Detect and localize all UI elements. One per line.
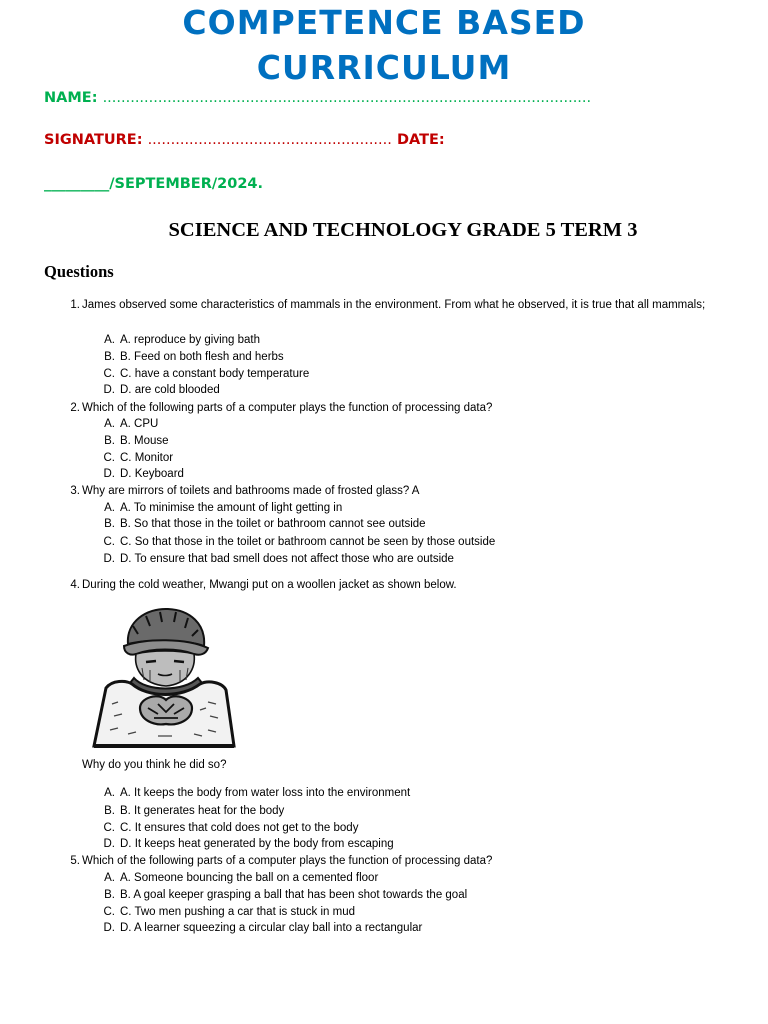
- option-letter: C.: [103, 452, 115, 464]
- option-text: C. have a constant body temperature: [120, 368, 310, 380]
- signature-blank: .....................................................: [147, 132, 392, 148]
- document-title: [0, 0, 768, 90]
- question-text: James observed some characteristics of mammals in the environment. From what he observed, it is true that all mammals;: [82, 299, 706, 311]
- option-text: A. Someone bouncing the ball on a cemented floor: [120, 872, 379, 884]
- name-label: NAME:: [44, 90, 98, 106]
- option-letter: C.: [103, 906, 115, 918]
- option-text: D. To ensure that bad smell does not affect those who are outside: [120, 553, 454, 565]
- question-text: Why are mirrors of toilets and bathrooms made of frosted glass? A: [82, 485, 420, 497]
- followup-text: Why do you think he did so?: [82, 759, 227, 771]
- woollen-jacket-figure: [88, 604, 240, 750]
- option-text: D. A learner squeezing a circular clay ball into a rectangular: [120, 922, 423, 934]
- question-text: Which of the following parts of a computer plays the function of processing data?: [82, 855, 493, 867]
- option-text: B. It generates heat for the body: [120, 805, 285, 817]
- questions-heading: Questions: [44, 262, 114, 281]
- option-text: B. Feed on both flesh and herbs: [120, 351, 284, 363]
- question-text: Which of the following parts of a computer plays the function of processing data?: [82, 402, 493, 414]
- name-blank: ..........................................................................................................: [102, 90, 592, 106]
- option-letter: A.: [104, 334, 115, 346]
- subject-title: SCIENCE AND TECHNOLOGY GRADE 5 TERM 3: [168, 219, 638, 241]
- option-letter: C.: [103, 536, 115, 548]
- option-text: B. A goal keeper grasping a ball that has been shot towards the goal: [120, 889, 468, 901]
- option-letter: D.: [103, 468, 115, 480]
- option-text: D. are cold blooded: [120, 384, 220, 396]
- question-number: 4.: [70, 579, 80, 591]
- title-line-1: COMPETENCE BASED: [182, 3, 586, 42]
- option-text: C. So that those in the toilet or bathroom cannot be seen by those outside: [120, 536, 496, 548]
- option-text: D. It keeps heat generated by the body from escaping: [120, 838, 394, 850]
- option-letter: C.: [103, 368, 115, 380]
- date-value: _________/SEPTEMBER/2024.: [44, 176, 264, 192]
- name-field: [44, 90, 591, 106]
- option-text: C. Monitor: [120, 452, 174, 464]
- question-number: 1.: [70, 299, 80, 311]
- option-text: B. So that those in the toilet or bathroom cannot see outside: [120, 518, 426, 530]
- option-letter: C.: [103, 822, 115, 834]
- signature-label: SIGNATURE:: [44, 132, 143, 148]
- option-letter: D.: [103, 922, 115, 934]
- question-number: 5.: [70, 855, 80, 867]
- date-label: DATE:: [396, 132, 445, 148]
- option-letter: A.: [104, 787, 115, 799]
- title-line-2: CURRICULUM: [256, 48, 512, 87]
- option-text: C. Two men pushing a car that is stuck in mud: [120, 906, 356, 918]
- question-number: 2.: [70, 402, 80, 414]
- option-text: A. CPU: [120, 418, 159, 430]
- option-letter: B.: [104, 351, 115, 363]
- option-text: D. Keyboard: [120, 468, 184, 480]
- question-number: 3.: [70, 485, 80, 497]
- question-text: During the cold weather, Mwangi put on a woollen jacket as shown below.: [82, 579, 457, 591]
- option-letter: A.: [104, 418, 115, 430]
- option-letter: B.: [104, 889, 115, 901]
- option-letter: B.: [104, 805, 115, 817]
- option-text: A. It keeps the body from water loss into the environment: [120, 787, 411, 799]
- option-text: A. To minimise the amount of light getting in: [120, 502, 343, 514]
- option-letter: B.: [104, 435, 115, 447]
- option-letter: D.: [103, 384, 115, 396]
- option-letter: A.: [104, 502, 115, 514]
- option-text: C. It ensures that cold does not get to the body: [120, 822, 359, 834]
- option-letter: A.: [104, 872, 115, 884]
- option-text: B. Mouse: [120, 435, 169, 447]
- option-letter: B.: [104, 518, 115, 530]
- man-in-woollen-jacket-icon: [88, 604, 240, 750]
- option-letter: D.: [103, 838, 115, 850]
- option-text: A. reproduce by giving bath: [120, 334, 261, 346]
- signature-date-field: [44, 132, 445, 148]
- option-letter: D.: [103, 553, 115, 565]
